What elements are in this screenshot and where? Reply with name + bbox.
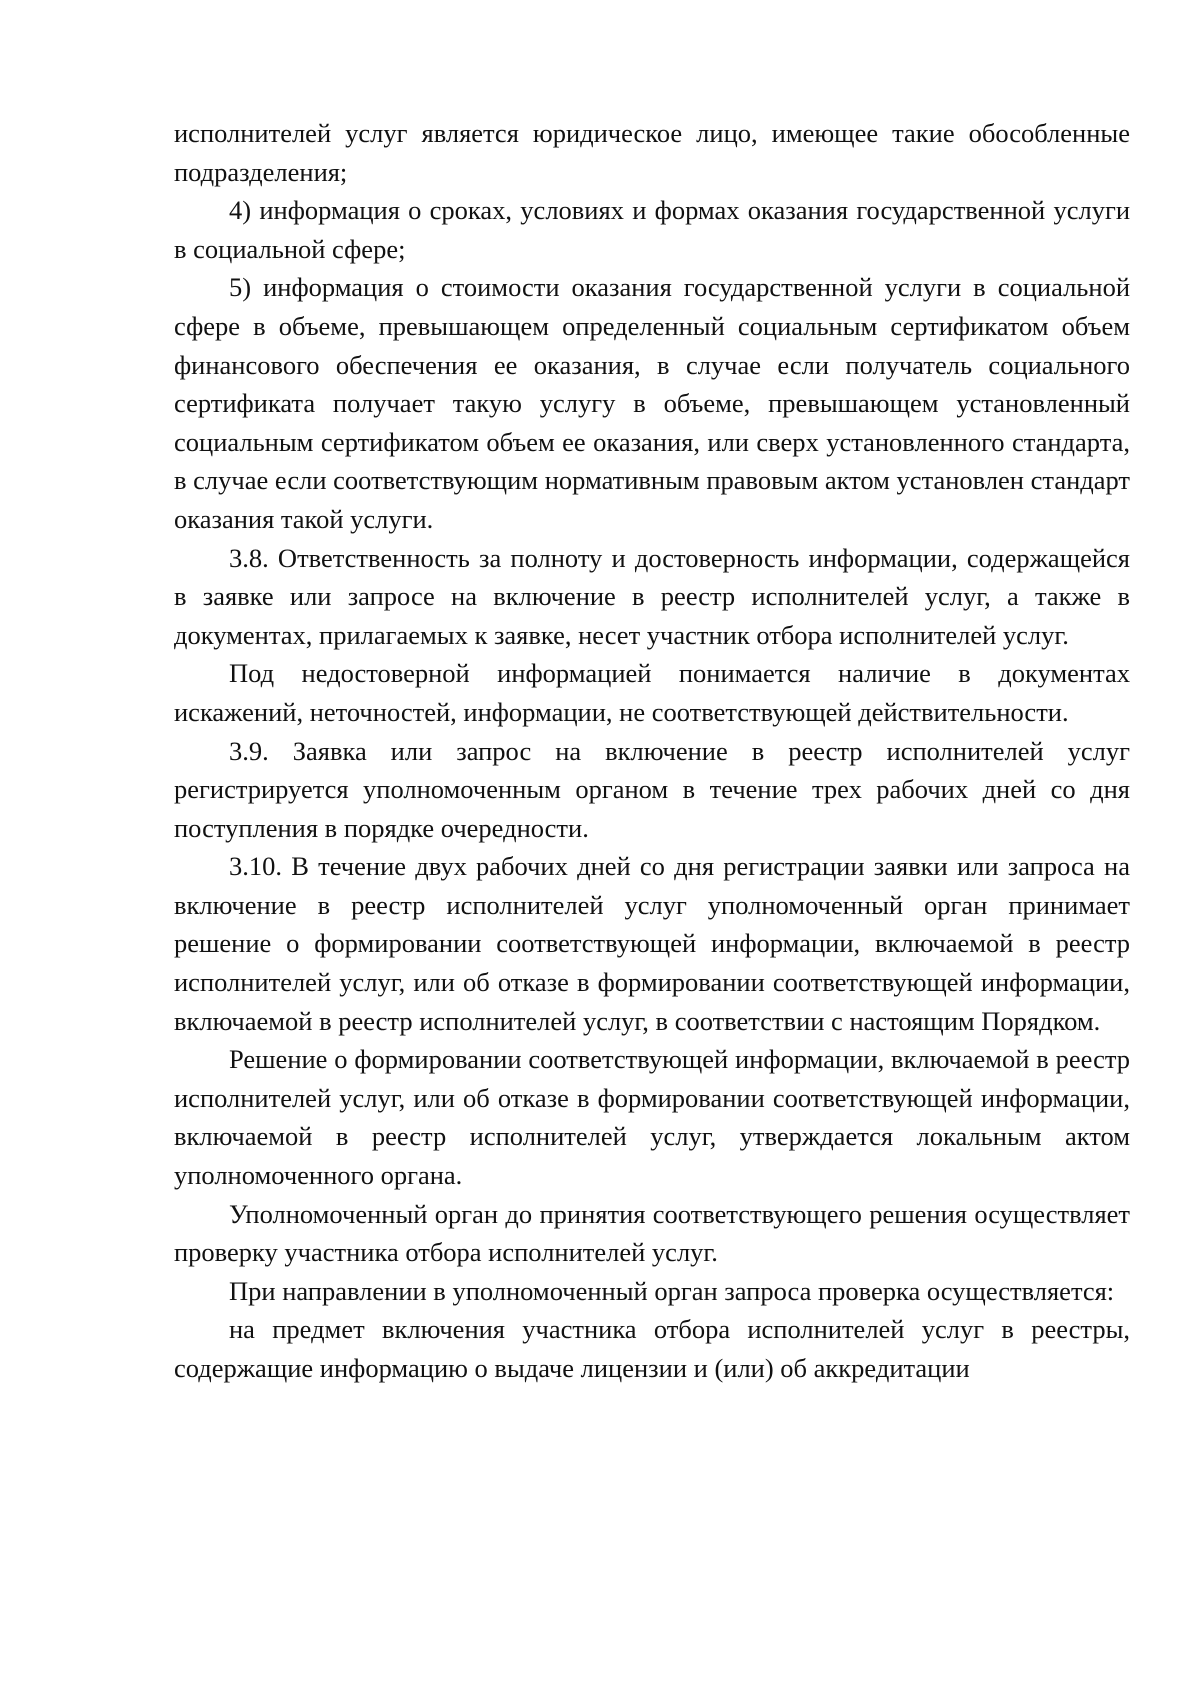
paragraph-3-9: 3.9. Заявка или запрос на включение в реестр исполнителей услуг регистрируется уполномоченным органом в течение трех рабочих дней со дня поступления в порядке очередности. <box>174 735 1130 843</box>
paragraph-3-10: 3.10. В течение двух рабочих дней со дня регистрации заявки или запроса на включение в реестр исполнителей услуг уполномоченный орган принимает решение о формировании соответствующей информации, включаемой в реестр исполнителей услуг, или об отказе в формировании соответствующей информации, включаемой в реестр исполнителей услуг, в соответствии с настоящим Порядком. <box>174 851 1130 1036</box>
paragraph-verification: Уполномоченный орган до принятия соответствующего решения осуществляет проверку участника отбора исполнителей услуг. <box>174 1198 1130 1268</box>
paragraph-decision: Решение о формировании соответствующей информации, включаемой в реестр исполнителей услуг, или об отказе в формировании соответствующей информации, включаемой в реестр исполнителей услуг, утверждается локальным актом уполномоченного органа. <box>174 1044 1130 1191</box>
paragraph-item-4: 4) информация о сроках, условиях и формах оказания государственной услуги в социальной сфере; <box>174 195 1130 264</box>
paragraph-registry-check: на предмет включения участника отбора исполнителей услуг в реестры, содержащие информацию о выдаче лицензии и (или) об аккредитации <box>174 1314 1130 1383</box>
paragraph-request-check: При направлении в уполномоченный орган запроса проверка осуществляется: <box>229 1275 1115 1306</box>
paragraph-item-5: 5) информация о стоимости оказания государственной услуги в социальной сфере в объеме, превышающем определенный социальным сертификатом объем финансового обеспечения ее оказания, в случае если получатель социального сертификата получает такую услугу в объеме, превышающем установленный социальным сертификатом объем ее оказания, или сверх установленного стандарта, в случае если соответствующим нормативным правовым актом установлен стандарт оказания такой услуги. <box>174 272 1130 534</box>
paragraph-unreliable-info: Под недостоверной информацией понимается наличие в документах искажений, неточностей, информации, не соответствующей действительности. <box>174 658 1130 727</box>
paragraph-continuation: исполнителей услуг является юридическое лицо, имеющее такие обособленные подразделения; <box>174 118 1130 187</box>
paragraph-3-8: 3.8. Ответственность за полноту и достоверность информации, содержащейся в заявке или запросе на включение в реестр исполнителей услуг, а также в документах, прилагаемых к заявке, несет участник отбора исполнителей услуг. <box>174 542 1130 650</box>
document-body <box>174 114 1130 1388</box>
